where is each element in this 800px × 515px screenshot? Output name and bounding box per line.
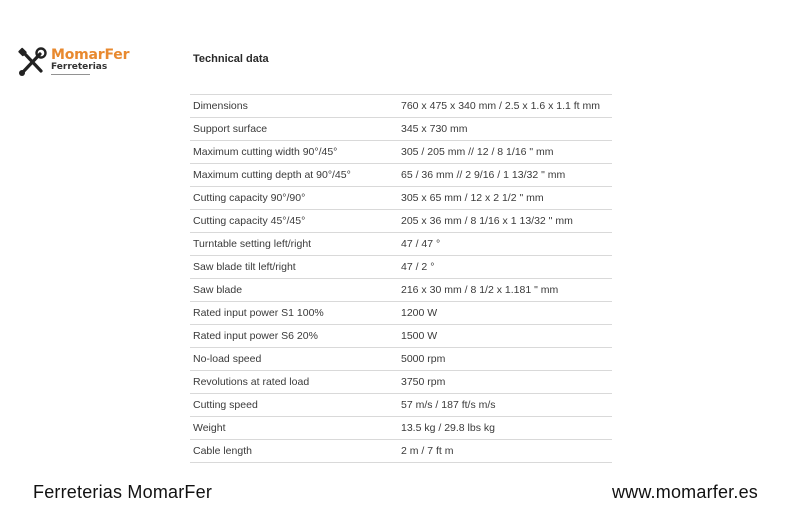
footer-store-name: Ferreterias MomarFer: [33, 482, 213, 502]
spec-label: Saw blade: [190, 279, 398, 302]
spec-value: 47 / 47 °: [398, 233, 612, 256]
spec-label: Rated input power S6 20%: [190, 325, 398, 348]
technical-data-table: [190, 94, 612, 463]
spec-label: Dimensions: [190, 95, 398, 118]
spec-value: 345 x 730 mm: [398, 118, 612, 141]
spec-value: 205 x 36 mm / 8 1/16 x 1 13/32 " mm: [398, 210, 612, 233]
wrench-screwdriver-icon: [17, 46, 47, 78]
table-row: [190, 210, 612, 233]
spec-label: Cutting capacity 45°/45°: [190, 210, 398, 233]
spec-value: 2 m / 7 ft m: [398, 440, 612, 463]
table-row: [190, 233, 612, 256]
spec-label: Rated input power S1 100%: [190, 302, 398, 325]
spec-value: 65 / 36 mm // 2 9/16 / 1 13/32 " mm: [398, 164, 612, 187]
spec-label: Maximum cutting width 90°/45°: [190, 141, 398, 164]
spec-label: Cable length: [190, 440, 398, 463]
spec-label: No-load speed: [190, 348, 398, 371]
spec-value: 13.5 kg / 29.8 lbs kg: [398, 417, 612, 440]
logo-subtitle: Ferreterias: [51, 62, 108, 72]
logo-tagline-mark: ▬▬▬▬▬▬▬▬▬▬▬▬▬: [51, 72, 90, 76]
spec-label: Cutting speed: [190, 394, 398, 417]
brand-logo: [17, 46, 129, 78]
table-row: [190, 279, 612, 302]
table-row: [190, 417, 612, 440]
table-row: [190, 371, 612, 394]
spec-value: 47 / 2 °: [398, 256, 612, 279]
table-row: [190, 394, 612, 417]
spec-label: Cutting capacity 90°/90°: [190, 187, 398, 210]
spec-value: 760 x 475 x 340 mm / 2.5 x 1.6 x 1.1 ft mm: [398, 95, 612, 118]
table-row: [190, 187, 612, 210]
table-row: [190, 256, 612, 279]
spec-label: Support surface: [190, 118, 398, 141]
spec-value: 57 m/s / 187 ft/s m/s: [398, 394, 612, 417]
logo-name: MomarFer: [51, 47, 130, 63]
spec-value: 1500 W: [398, 325, 612, 348]
spec-value: 305 / 205 mm // 12 / 8 1/16 " mm: [398, 141, 612, 164]
section-title: Technical data: [193, 53, 269, 65]
table-row: [190, 348, 612, 371]
table-row: [190, 118, 612, 141]
spec-value: 1200 W: [398, 302, 612, 325]
table-row: [190, 440, 612, 463]
table-row: [190, 302, 612, 325]
table-row: [190, 141, 612, 164]
spec-value: 305 x 65 mm / 12 x 2 1/2 " mm: [398, 187, 612, 210]
table-row: [190, 164, 612, 187]
spec-label: Maximum cutting depth at 90°/45°: [190, 164, 398, 187]
footer-website: www.momarfer.es: [611, 482, 758, 502]
spec-value: 216 x 30 mm / 8 1/2 x 1.181 " mm: [398, 279, 612, 302]
spec-label: Weight: [190, 417, 398, 440]
spec-label: Turntable setting left/right: [190, 233, 398, 256]
spec-label: Revolutions at rated load: [190, 371, 398, 394]
spec-value: 5000 rpm: [398, 348, 612, 371]
table-row: [190, 325, 612, 348]
spec-label: Saw blade tilt left/right: [190, 256, 398, 279]
spec-value: 3750 rpm: [398, 371, 612, 394]
table-row: [190, 95, 612, 118]
